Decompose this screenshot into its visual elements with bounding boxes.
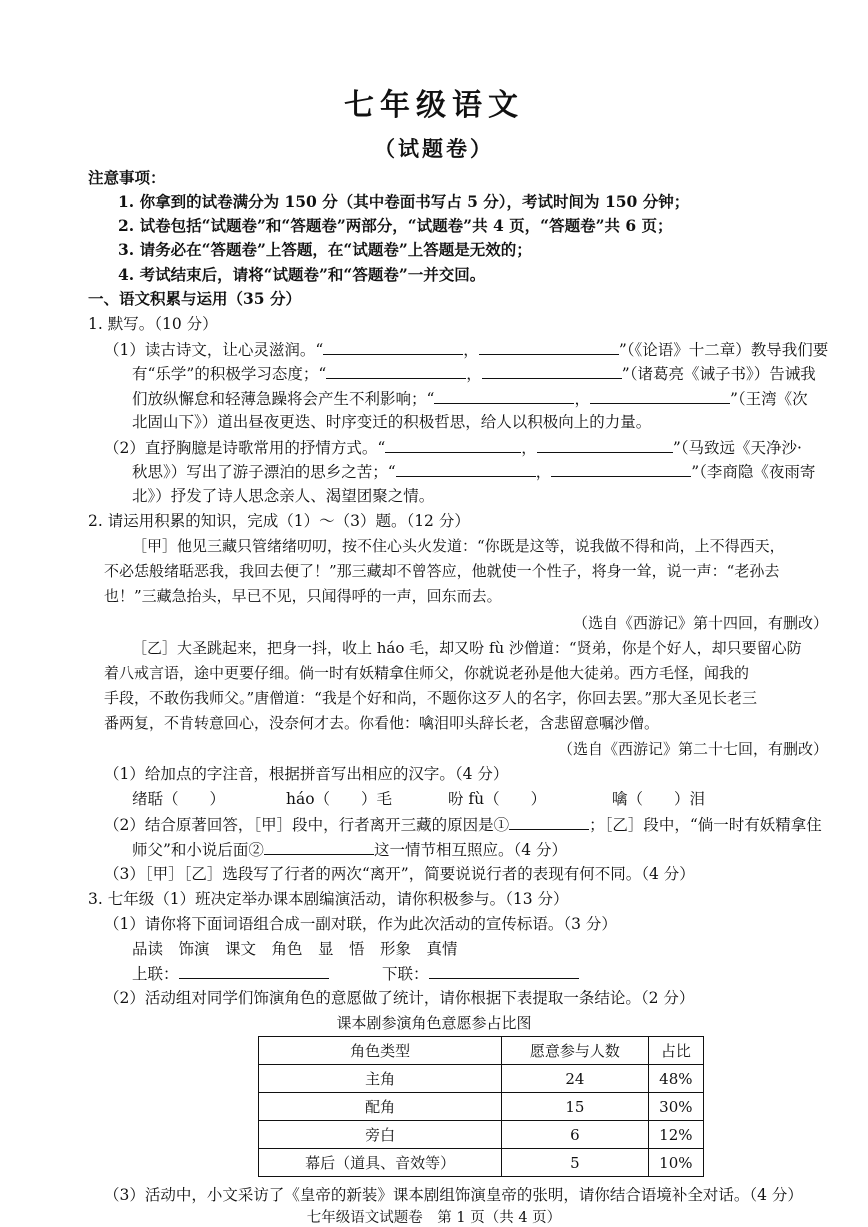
q2-yi-line2: 着八戒言语，途中更要仔细。倘一时有妖精拿住师父，你就说老孙是他大徒弟。西方毛怪，闻我的 bbox=[104, 664, 750, 682]
q3-words: 品读 饰演 课文 角色 显 悟 形象 真情 bbox=[132, 940, 458, 958]
q2-sub1-item-1[interactable]: 绪聒（ ） bbox=[132, 790, 226, 808]
q3-sub2: （2）活动组对同学们饰演角色的意愿做了统计，请你根据下表提取一条结论。（2 分） bbox=[104, 989, 695, 1007]
table-cell: 配角 bbox=[259, 1093, 502, 1121]
q2-sub3: （3）［甲］［乙］选段写了行者的两次“离开”，简要说说行者的表现有何不同。（4 分） bbox=[104, 865, 695, 883]
table-header: 角色类型 bbox=[259, 1037, 502, 1065]
answer-blank[interactable] bbox=[482, 362, 622, 379]
q1-p1-line1 bbox=[104, 338, 828, 361]
q1-p1-l3-text-c: ”（王湾《次 bbox=[729, 390, 808, 408]
q2-sub2-line1 bbox=[104, 813, 822, 836]
q1-p1-line4: 北固山下》）道出昼夜更迭、时序变迁的积极哲思，给人以积极向上的力量。 bbox=[132, 413, 652, 431]
answer-blank[interactable] bbox=[551, 460, 691, 477]
q1-p1-line3 bbox=[132, 387, 808, 410]
q2-jia-line3: 也！”三藏急抬头，早已不见，只闻得呼的一声，回东而去。 bbox=[104, 587, 502, 605]
q3-upper-label: 上联： bbox=[132, 965, 179, 983]
table-header-row bbox=[259, 1037, 704, 1065]
answer-blank[interactable] bbox=[323, 338, 463, 355]
q1-p1-l2-text-a: 有“乐学”的积极学习态度；“ bbox=[132, 365, 327, 383]
page-title: 七年级语文 bbox=[344, 88, 524, 123]
table-row bbox=[259, 1149, 704, 1177]
q3-lower-couplet bbox=[382, 962, 579, 985]
q3-sub1: （1）请你将下面词语组合成一副对联，作为此次活动的宣传标语。（3 分） bbox=[104, 915, 617, 933]
table-cell: 幕后（道具、音效等） bbox=[259, 1149, 502, 1177]
section-heading: 一、语文积累与运用（35 分） bbox=[88, 289, 301, 308]
q2-sub1-item-4[interactable]: 噙（ ）泪 bbox=[612, 790, 706, 808]
q2-s2-text-b: ；［乙］段中，“倘一时有妖精拿住 bbox=[589, 816, 822, 834]
answer-blank[interactable] bbox=[479, 338, 619, 355]
survey-table bbox=[258, 1036, 704, 1177]
q3-heading: 3. 七年级（1）班决定举办课本剧编演活动，请你积极参与。（13 分） bbox=[88, 890, 569, 908]
notice-item-4: 4. 考试结束后，请将“试题卷”和“答题卷”一并交回。 bbox=[118, 265, 486, 284]
q1-p1-l1-text-c: ”（《论语》十二章）教导我们要 bbox=[618, 341, 829, 359]
q1-p1-l1-text-a: （1）读古诗文，让心灵滋润。“ bbox=[104, 341, 324, 359]
answer-blank[interactable] bbox=[396, 460, 536, 477]
table-cell: 48% bbox=[648, 1065, 703, 1093]
q2-yi-source: （选自《西游记》第二十七回，有删改） bbox=[557, 740, 828, 758]
table-cell: 旁白 bbox=[259, 1121, 502, 1149]
q1-p2-line3: 北》）抒发了诗人思念亲人、渴望团聚之情。 bbox=[132, 487, 435, 505]
q2-jia-source: （选自《西游记》第十四回，有删改） bbox=[572, 614, 828, 632]
answer-blank[interactable] bbox=[509, 813, 589, 830]
q2-jia-line2: 不必恁般绪聒恶我，我回去便了！”那三藏却不曾答应，他就使一个性子，将身一耸，说一声：“老孙去 bbox=[104, 562, 780, 580]
table-cell: 6 bbox=[502, 1121, 649, 1149]
q2-sub1: （1）给加点的字注音，根据拼音写出相应的汉字。（4 分） bbox=[104, 765, 509, 783]
q2-yi-line3: 手段，不敢伤我师父。”唐僧道：“我是个好和尚，不题你这歹人的名字，你回去罢。”那大圣见长老三 bbox=[104, 689, 758, 707]
q3-sub3: （3）活动中，小文采访了《皇帝的新装》课本剧组饰演皇帝的张明，请你结合语境补全对话。（4 分） bbox=[104, 1186, 803, 1204]
answer-blank[interactable] bbox=[264, 838, 374, 855]
table-cell: 5 bbox=[502, 1149, 649, 1177]
notice-item-3: 3. 请务必在“答题卷”上答题，在“试题卷”上答题是无效的； bbox=[118, 240, 532, 259]
table-cell: 15 bbox=[502, 1093, 649, 1121]
table-cell: 10% bbox=[648, 1149, 703, 1177]
q1-p2-line2 bbox=[132, 460, 815, 483]
q1-p2-line1 bbox=[104, 436, 802, 459]
q1-p1-l1-text-b: ， bbox=[463, 341, 479, 359]
q1-p2-l1-text-a: （2）直抒胸臆是诗歌常用的抒情方式。“ bbox=[104, 439, 386, 457]
answer-blank[interactable] bbox=[590, 387, 730, 404]
q2-s2-text-a: （2）结合原著回答，［甲］段中，行者离开三藏的原因是① bbox=[104, 816, 510, 834]
q2-s2-text-c: 师父”和小说后面② bbox=[132, 841, 264, 859]
page-footer: 七年级语文试题卷 第 1 页（共 4 页） bbox=[306, 1210, 562, 1226]
answer-blank[interactable] bbox=[429, 962, 579, 979]
answer-blank[interactable] bbox=[434, 387, 574, 404]
q1-heading: 1. 默写。（10 分） bbox=[88, 315, 218, 333]
answer-blank[interactable] bbox=[385, 436, 521, 453]
q1-p1-l3-text-b: ， bbox=[574, 390, 590, 408]
q1-p2-l2-text-b: ， bbox=[535, 463, 552, 481]
table-row bbox=[259, 1093, 704, 1121]
q1-p2-l2-text-a: 秋思》）写出了游子漂泊的思乡之苦；“ bbox=[132, 463, 396, 481]
q3-lower-label: 下联： bbox=[382, 965, 429, 983]
q1-p1-l2-text-c: ”（诸葛亮《诫子书》）告诫我 bbox=[621, 365, 816, 383]
table-header: 占比 bbox=[648, 1037, 703, 1065]
q2-heading: 2. 请运用积累的知识，完成（1）～（3）题。（12 分） bbox=[88, 512, 470, 530]
table-row bbox=[259, 1121, 704, 1149]
q1-p1-line2 bbox=[132, 362, 816, 385]
q2-s2-text-d: 这一情节相互照应。（4 分） bbox=[373, 841, 567, 859]
answer-blank[interactable] bbox=[326, 362, 466, 379]
q2-yi-line1: ［乙］大圣跳起来，把身一抖，收上 háo 毛，却又吩 fù 沙僧道：“贤弟，你是个好人，却只要留心防 bbox=[132, 639, 802, 657]
q3-upper-couplet bbox=[132, 962, 329, 985]
q2-yi-line4: 番两复，不肯转意回心，没奈何才去。你看他：噙泪叩头辞长老，含悲留意嘱沙僧。 bbox=[104, 714, 660, 732]
q2-sub1-item-3[interactable]: 吩 fù（ ） bbox=[448, 790, 547, 808]
table-caption: 课本剧参演角色意愿参占比图 bbox=[336, 1014, 532, 1032]
q1-p2-l2-text-c: ”（李商隐《夜雨寄 bbox=[691, 463, 816, 481]
q1-p1-l3-text-a: 们放纵懈怠和轻薄急躁将会产生不利影响；“ bbox=[132, 390, 435, 408]
answer-blank[interactable] bbox=[537, 436, 673, 453]
table-cell: 12% bbox=[648, 1121, 703, 1149]
table-cell: 24 bbox=[502, 1065, 649, 1093]
table-row bbox=[259, 1065, 704, 1093]
notice-heading: 注意事项： bbox=[88, 168, 166, 187]
table-cell: 30% bbox=[648, 1093, 703, 1121]
notice-item-1: 1. 你拿到的试卷满分为 150 分（其中卷面书写占 5 分），考试时间为 150 分钟； bbox=[118, 192, 690, 211]
q2-sub1-item-2[interactable]: háo（ ）毛 bbox=[286, 790, 393, 808]
notice-item-2: 2. 试卷包括“试题卷”和“答题卷”两部分，“试题卷”共 4 页，“答题卷”共 6 页； bbox=[118, 216, 673, 235]
answer-blank[interactable] bbox=[179, 962, 329, 979]
table-header: 愿意参与人数 bbox=[502, 1037, 649, 1065]
q2-sub2-line2 bbox=[132, 838, 567, 861]
page-subtitle: （试题卷） bbox=[374, 136, 494, 161]
q2-jia-line1: ［甲］他见三藏只管绪绪叨叨，按不住心头火发道：“你既是这等，说我做不得和尚，上不得西天， bbox=[132, 537, 785, 555]
q1-p1-l2-text-b: ， bbox=[466, 365, 482, 383]
table-cell: 主角 bbox=[259, 1065, 502, 1093]
q1-p2-l1-text-c: ”（马致远《天净沙· bbox=[672, 439, 802, 457]
q1-p2-l1-text-b: ， bbox=[521, 439, 537, 457]
